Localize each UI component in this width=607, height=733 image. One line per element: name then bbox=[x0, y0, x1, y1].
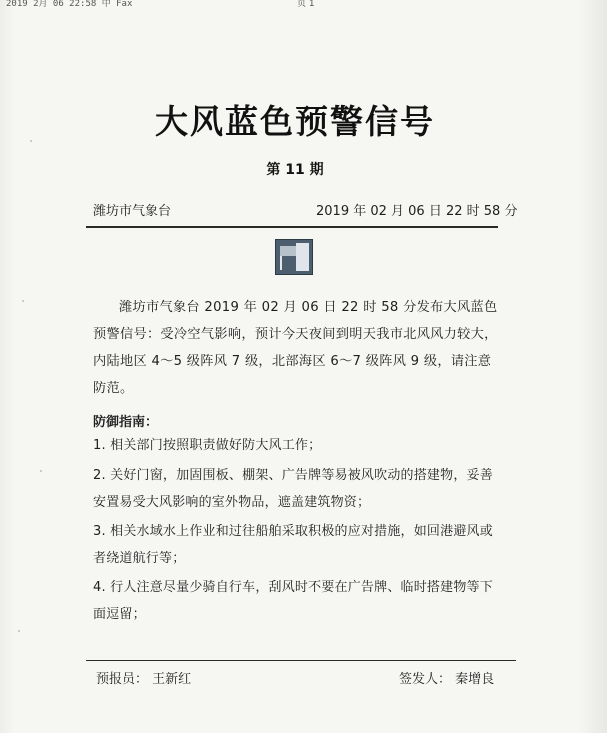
guide-item: 1. 相关部门按照职责做好防大风工作； bbox=[93, 438, 322, 453]
fax-header: 2019 2月 06 22:58 中 Fax bbox=[6, 0, 133, 9]
guide-item: 4. 行人注意尽量少骑自行车，刮风时不要在广告牌、临时搭建物等下面逗留； bbox=[93, 580, 493, 622]
signal-label-box bbox=[296, 243, 309, 271]
wind-blue-signal-icon bbox=[275, 239, 313, 275]
signer: 签发人： 秦增良 bbox=[399, 672, 495, 687]
issuer: 潍坊市气象台 bbox=[93, 204, 172, 219]
guide-item: 2. 关好门窗，加固围板、棚架、广告牌等易被风吹动的搭建物，妥善安置易受大风影响的室外物品，遮盖建筑物资； bbox=[93, 468, 493, 510]
guide-title: 防御指南： bbox=[93, 415, 159, 430]
scan-speck bbox=[18, 630, 20, 632]
forecaster: 预报员： 王新红 bbox=[96, 672, 192, 687]
header-divider bbox=[86, 226, 498, 228]
footer-divider bbox=[86, 660, 516, 661]
fax-page-number: 页 1 bbox=[297, 0, 315, 9]
scan-speck bbox=[40, 470, 42, 472]
guide-item: 3. 相关水域水上作业和过往船舶采取积极的应对措施，如回港避风或者绕道航行等； bbox=[93, 524, 493, 566]
flag bbox=[280, 246, 296, 256]
warning-body: 潍坊市气象台 2019 年 02 月 06 日 22 时 58 分发布大风蓝色预警信号：受冷空气影响，预计今天夜间到明天我市北风风力较大，内陆地区 4～5 级阵风 7 级，北部海区 6～7 级阵风 9 级，请注意防范。 bbox=[93, 300, 498, 396]
issued-at: 2019 年 02 月 06 日 22 时 58 分 bbox=[316, 204, 518, 219]
scan-speck bbox=[22, 300, 24, 302]
issue-number: 第 11 期 bbox=[266, 162, 324, 178]
document-title: 大风蓝色预警信号 bbox=[155, 102, 435, 141]
